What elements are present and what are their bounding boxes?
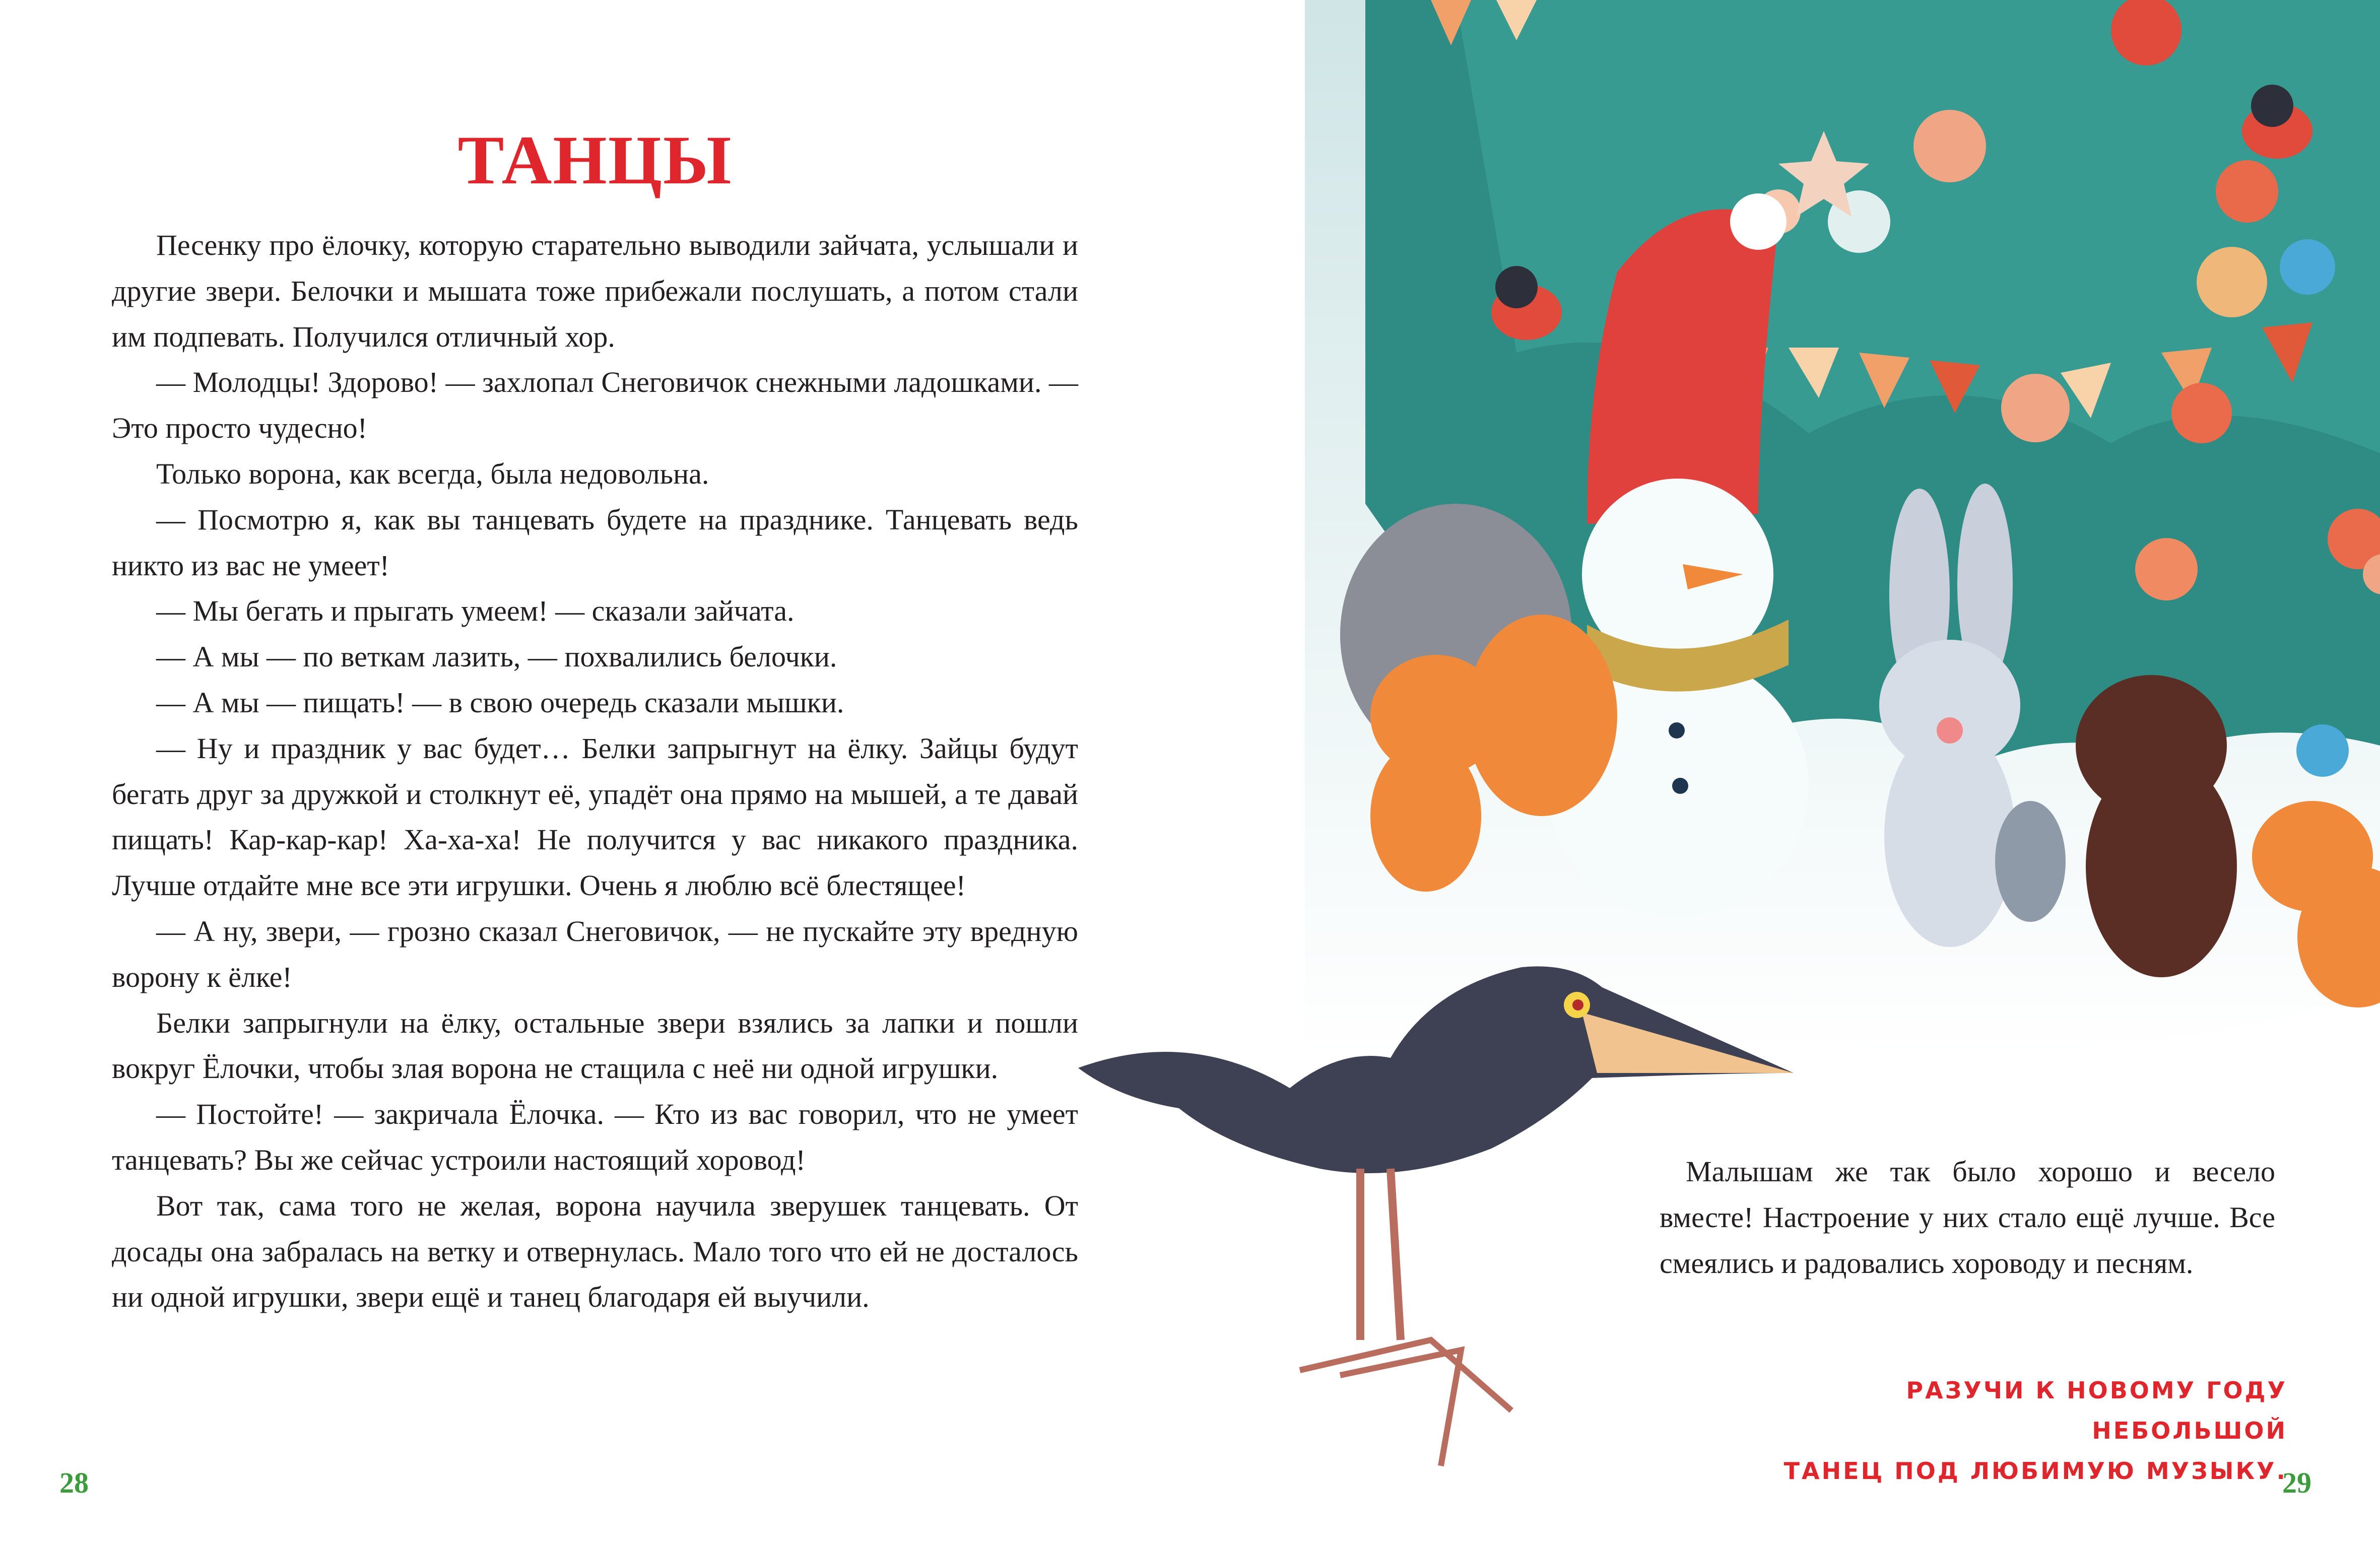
story-paragraph: — Молодцы! Здорово! — захлопал Снеговичок снежными ладошками. — Это просто чудесно! [112, 366, 1078, 445]
story-paragraph: Только ворона, как всегда, была недовольна. [156, 457, 709, 490]
tip-line-1: РАЗУЧИ К НОВОМУ ГОДУ НЕБОЛЬШОЙ [1906, 1377, 2287, 1444]
story-paragraph: Песенку про ёлочку, которую старательно выводили зайчата, услышали и другие звери. Белочки и мышата тоже прибежали послушать, а потом стали им подпевать. Получился отличный хор. [112, 229, 1078, 353]
story-paragraph: Белки запрыгнули на ёлку, остальные звери взялись за лапки и пошли вокруг Ёлочки, чтобы злая ворона не стащила с неё ни одной игрушки. [112, 1006, 1078, 1085]
story-paragraph: — А мы — пищать! — в свою очередь сказали мышки. [156, 686, 844, 719]
tip-line-2: ТАНЕЦ ПОД ЛЮБИМУЮ МУЗЫКУ. [1783, 1457, 2287, 1485]
story-text [112, 223, 1078, 1320]
story-paragraph: — А ну, звери, — грозно сказал Снеговичок, — не пускайте эту вредную ворону к ёлке! [112, 914, 1078, 993]
story-paragraph: Вот так, сама того не желая, ворона научила зверушек танцевать. От досады она забралась на ветку и отвернулась. Мало того что ей не досталось ни одной игрушки, звери ещё и танец благодаря ей выучили. [112, 1189, 1078, 1314]
story-paragraph: — Ну и праздник у вас будет… Белки запрыгнут на ёлку. Зайцы будут бегать друг за дружкой и столкнут её, упадёт она прямо на мышей, а те давай пищать! Кар-кар-кар! Ха-ха-ха! Не получится у вас никакого праздника. Лучше отдайте мне все эти игрушки. Очень я люблю всё блестящее! [112, 731, 1078, 902]
chapter-title: ТАНЦЫ [457, 121, 733, 198]
page-number-left: 28 [59, 1466, 89, 1499]
story-paragraph: — Мы бегать и прыгать умеем! — сказали зайчата. [156, 594, 795, 628]
page-number-right: 29 [2282, 1466, 2311, 1499]
mouse [1995, 801, 2066, 922]
right-story-text [1660, 1149, 2275, 1286]
story-paragraph: — Посмотрю я, как вы танцевать будете на празднике. Танцевать ведь никто из вас не умеет! [112, 503, 1078, 582]
story-paragraph: Малышам же так было хорошо и весело вместе! Настроение у них стало ещё лучше. Все смеялись и радовались хороводу и песням. [1660, 1155, 2275, 1280]
christmas-tree-illustration [1305, 0, 2380, 1075]
story-paragraph: — Постойте! — закричала Ёлочка. — Кто из вас говорил, что не умеет танцевать? Вы же сейчас устроили настоящий хоровод! [112, 1098, 1078, 1176]
story-paragraph: — А мы — по веткам лазить, — похвалились белочки. [156, 640, 837, 674]
activity-tip [1723, 1370, 2287, 1491]
